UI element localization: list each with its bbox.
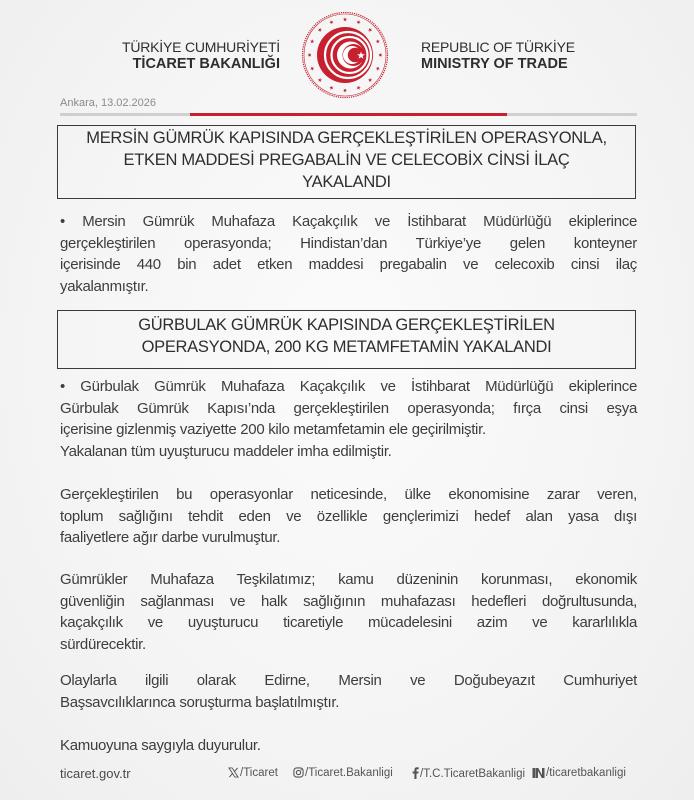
body-line: kaçakçılık ve uyuşturucu ticaretiyle mücadelesini azim ve kararlılıkla (60, 614, 637, 631)
body-line: • Gürbulak Gümrük Muhafaza Kaçakçılık ve İstihbarat Müdürlüğü ekiplerince (60, 378, 637, 395)
seal-star (368, 78, 372, 82)
seal-star (376, 39, 380, 43)
body-line: sürdürecektir. (60, 635, 146, 653)
paragraph-commitment (60, 569, 637, 655)
body-line: • Mersin Gümrük Muhafaza Kaçakçılık ve İstihbarat Müdürlüğü ekiplerince (60, 213, 637, 230)
headline-line: OPERASYONDA, 200 KG METAMFETAMİN YAKALANDI (141, 338, 552, 356)
section-body-mersin (60, 211, 637, 297)
seal-star (357, 20, 361, 24)
ministry-seal-icon (301, 11, 389, 99)
seal-star (357, 86, 361, 90)
social-handle: /ticaretbakanligi (546, 767, 626, 779)
seal-star (368, 28, 372, 32)
social-instagram-link[interactable] (293, 767, 393, 779)
website-link[interactable]: ticaret.gov.tr (60, 766, 131, 781)
ministry-name-english (421, 39, 575, 73)
headline-box-gurbulak (57, 310, 636, 369)
social-handle: /Ticaret (240, 767, 278, 779)
body-line: Başsavcılıklarınca soruşturma başlatılmıştır. (60, 693, 340, 711)
seal-star (343, 17, 347, 21)
social-x-link[interactable] (228, 767, 278, 779)
footer (0, 766, 694, 788)
date-line: Ankara, 13.02.2026 (60, 97, 157, 109)
headline-line: MERSİN GÜMRÜK KAPISINDA GERÇEKLEŞTİRİLEN OPERASYONLA, (86, 129, 607, 147)
body-line: Gerçekleştirilen bu operasyonlar neticesinde, ülke ekonomisine zarar veren, (60, 486, 637, 503)
seal-star (318, 28, 322, 32)
country-name-tr: TÜRKİYE CUMHURİYETİ (122, 39, 280, 55)
body-line: Olaylarla ilgili olarak Edirne, Mersin ve Doğubeyazıt Cumhuriyet (60, 672, 637, 689)
headline-line: ETKEN MADDESİ PREGABALİN VE CELECOBİX CİNSİ İLAÇ (123, 151, 570, 169)
body-line: toplum sağlığını tehdit eden ve özellikle gençlerimizi hedef alan yasa dışı (60, 507, 637, 525)
seal-star (379, 53, 383, 57)
divider-grey-left (60, 113, 190, 116)
ministry-name-tr: TİCARET BAKANLIĞI (132, 56, 280, 72)
divider-red (190, 113, 507, 116)
ministry-name-turkish (122, 39, 280, 73)
paragraph-results (60, 484, 637, 549)
seal-star (310, 39, 314, 43)
divider-grey-right (507, 113, 637, 116)
social-facebook-link[interactable] (412, 767, 525, 780)
x-icon (228, 767, 239, 778)
headline-line: YAKALANDI (302, 173, 391, 191)
paragraph-closing (60, 735, 637, 757)
instagram-icon (293, 767, 304, 778)
social-handle: /T.C.TicaretBakanligi (420, 768, 526, 780)
body-line: faaliyetlere ağır darbe vurulmuştur. (60, 529, 281, 546)
headline-line: GÜRBULAK GÜMRÜK KAPISINDA GERÇEKLEŞTİRİLEN (138, 316, 555, 334)
seal-star (376, 67, 380, 71)
paragraph-investigation (60, 670, 637, 713)
seal-star (307, 53, 311, 57)
facebook-icon (412, 767, 419, 779)
seal-star (318, 78, 322, 82)
body-line: yakalanmıştır. (60, 277, 149, 295)
body-line: içerisinde 440 bin adet etken maddesi pregabalin ve celecoxib cinsi ilaç (60, 256, 637, 273)
nsosyal-icon (532, 767, 545, 778)
seal-star (329, 86, 333, 90)
country-name-en: REPUBLIC OF TÜRKİYE (421, 39, 575, 55)
seal-star (329, 20, 333, 24)
seal-star (343, 89, 347, 93)
body-line: Gümrükler Muhafaza Teşkilatımız; kamu düzeninin korunması, ekonomik (60, 571, 637, 588)
letterhead (0, 0, 694, 100)
section-body-gurbulak (60, 376, 637, 462)
body-line: Kamuoyuna saygıyla duyurulur. (60, 737, 261, 754)
body-line: içerisine gizlenmiş vaziyette 200 kilo metamfetamin ele geçirilmiştir. (60, 421, 486, 438)
social-nsosyal-link[interactable] (532, 767, 626, 779)
body-line: gerçekleştirilen operasyonda; Hindistan’dan Türkiye’ye gelen konteyner (60, 234, 637, 252)
seal-star (310, 67, 314, 71)
social-handle: /Ticaret.Bakanligi (305, 767, 393, 779)
body-line: Yakalanan tüm uyuşturucu maddeler imha edilmiştir. (60, 442, 392, 460)
ministry-name-en: MINISTRY OF TRADE (421, 56, 568, 72)
body-line: Gürbulak Gümrük Kapısı’nda gerçekleştirilen operasyonda; fırça cinsi eşya (60, 399, 637, 417)
headline-box-mersin (57, 125, 636, 199)
body-line: güvenliğin sağlanması ve halk sağlığının muhafazası hedefleri doğrultusunda, (60, 592, 637, 610)
